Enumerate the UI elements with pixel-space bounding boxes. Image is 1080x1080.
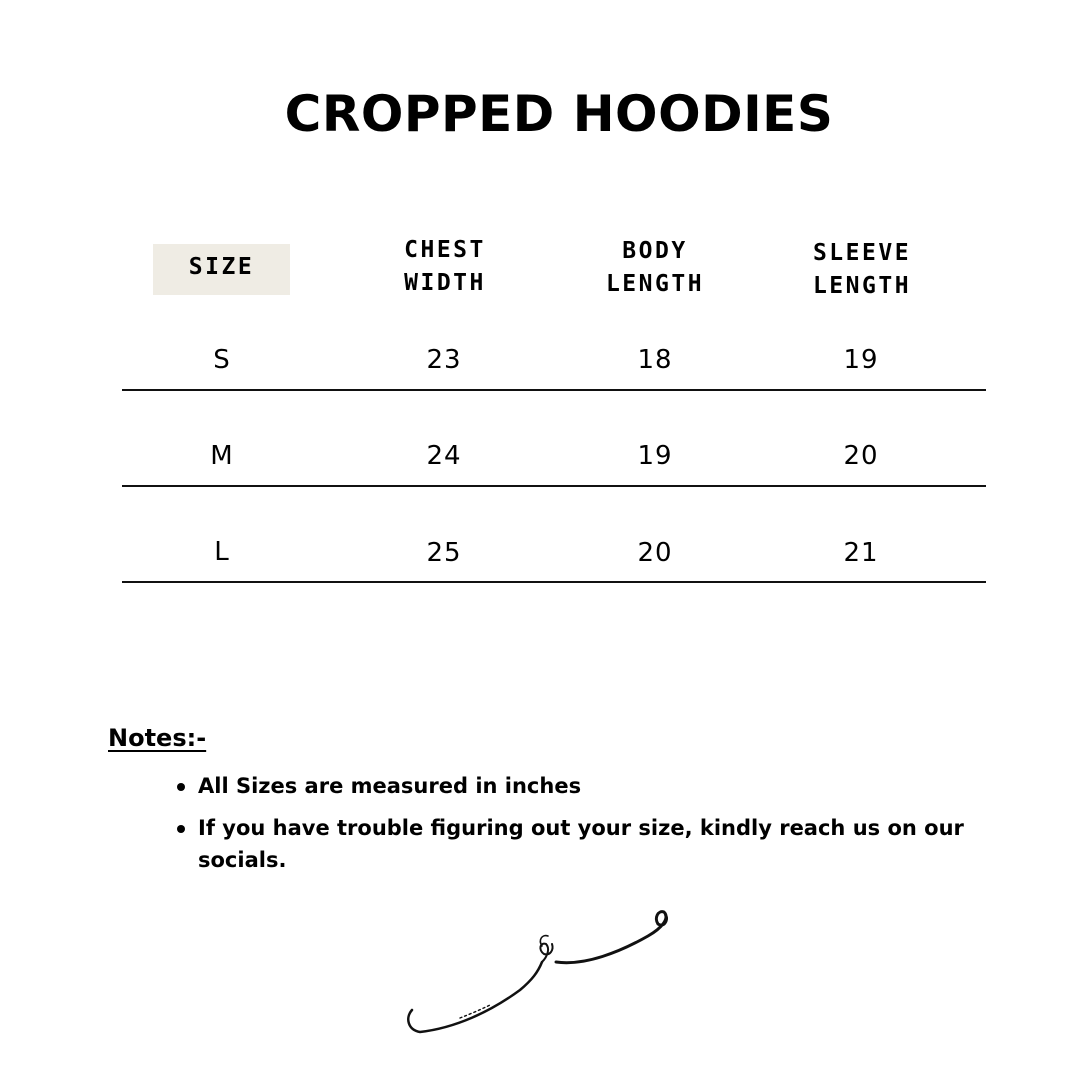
table-cell-chest: 24 [426, 441, 462, 471]
row-divider [122, 581, 986, 583]
table-cell-chest: 23 [426, 345, 462, 375]
header-body-line1: BODY [622, 238, 688, 264]
notes-item [198, 812, 978, 876]
notes-heading: Notes:- [108, 724, 207, 752]
table-cell-size: M [210, 441, 234, 471]
table-cell-sleeve: 20 [843, 441, 879, 471]
notes-item [198, 770, 978, 802]
header-chest-width [365, 234, 525, 300]
header-chest-line1: CHEST [404, 237, 486, 263]
header-sleeve-length [782, 237, 942, 303]
header-sleeve-line1: SLEEVE [812, 240, 912, 266]
handwritten-signature-icon [400, 900, 680, 1040]
table-cell-sleeve: 19 [843, 345, 879, 375]
header-body-line2: LENGTH [605, 271, 705, 297]
table-cell-chest: 25 [426, 538, 462, 568]
header-body-length [575, 235, 735, 301]
notes-item-text: If you have trouble figuring out your size, kindly reach us on our socials. [198, 816, 964, 872]
page-title: CROPPED HOODIES [284, 85, 834, 143]
header-sleeve-line2: LENGTH [812, 273, 912, 299]
header-size [153, 251, 290, 284]
notes-list [198, 770, 978, 886]
notes-item-text: All Sizes are measured in inches [198, 774, 582, 798]
table-cell-body: 18 [637, 345, 673, 375]
header-chest-line2: WIDTH [404, 270, 486, 296]
bullet-icon [177, 783, 185, 791]
table-cell-size: S [213, 345, 231, 375]
table-cell-sleeve: 21 [843, 538, 879, 568]
row-divider [122, 485, 986, 487]
table-cell-size: L [214, 537, 230, 567]
bullet-icon [177, 825, 185, 833]
table-cell-body: 20 [637, 538, 673, 568]
header-size-label: SIZE [188, 254, 255, 280]
row-divider [122, 389, 986, 391]
table-cell-body: 19 [637, 441, 673, 471]
